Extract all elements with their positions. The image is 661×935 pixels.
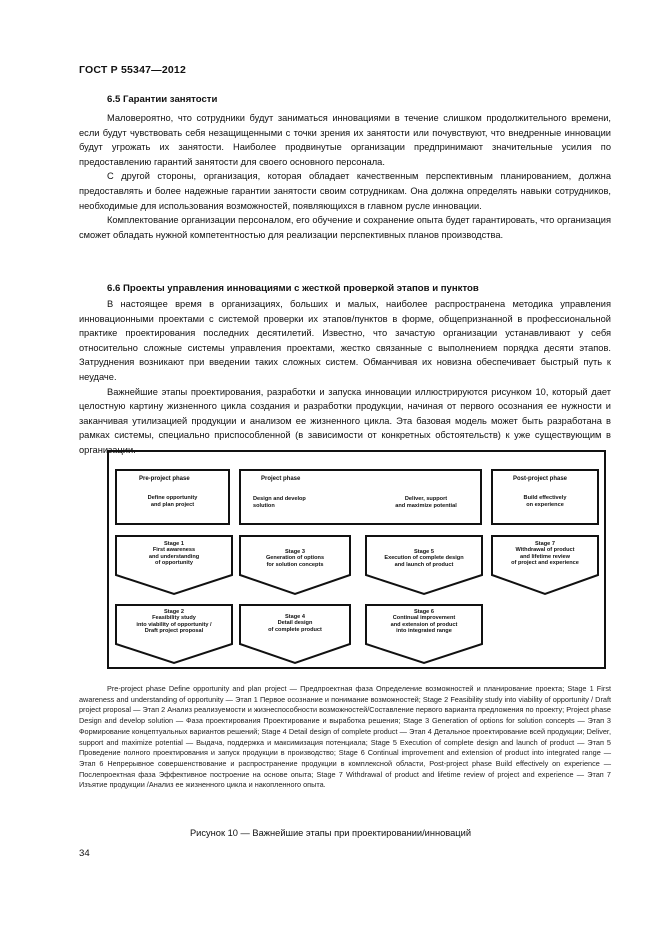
stage-line: First awareness <box>152 547 196 554</box>
stage-title: Stage 3 <box>285 549 305 555</box>
paragraph: Маловероятно, что сотрудники будут заниматься инновациями в течение слишком продолжительного времени, если будут чувствовать себя незащищенными с точки зрения их занятости или почувствуют, что внедренные инновации будут угрожать их занятости. Наиболее продвинутые организации предпринимают значительные усилия по предоставлению гарантий занятости для своего основного персонала. <box>79 113 611 167</box>
stage-line: and launch of product <box>394 561 454 568</box>
stage-title: Stage 5 <box>414 549 434 555</box>
phase-line: Define opportunity <box>147 495 198 501</box>
stage-line: Execution of complete design <box>384 555 464 562</box>
stage-4-shape <box>239 604 351 664</box>
stage-title: Stage 6 <box>414 609 434 615</box>
innovation-stages-diagram <box>107 450 606 669</box>
phase-description <box>493 495 597 508</box>
project-phase-box <box>239 469 482 525</box>
stage-line: Withdrawal of product <box>515 547 575 554</box>
phase-line: and plan project <box>150 501 195 508</box>
section-6-6-body <box>79 297 611 458</box>
paragraph: С другой стороны, организация, которая обладает качественным перспективным планированием, должна предоставлять и более надежные гарантии занятости своим сотрудникам. Она должна определять навыки сотрудников, необходимые для использования возможностей, появляющихся в главном русле инновации. <box>79 171 611 211</box>
stage-title: Stage 2 <box>164 609 184 615</box>
stage-6-label <box>365 609 483 635</box>
stage-title: Stage 4 <box>285 614 305 620</box>
stage-line: Continual improvement <box>392 615 456 622</box>
stage-line: of opportunity <box>155 560 193 567</box>
phase-title: Project phase <box>261 476 301 482</box>
page-number: 34 <box>79 848 90 859</box>
section-6-6-title: 6.6 Проекты управления инновациями с жесткой проверкой этапов и пунктов <box>107 283 479 294</box>
phase-line: and maximize potential <box>395 502 457 509</box>
phase-line: solution <box>253 502 275 509</box>
phase-description-right <box>371 496 481 509</box>
phase-title: Post-project phase <box>513 476 568 482</box>
stage-line: and understanding <box>148 553 200 560</box>
stage-line: into integrated range <box>396 628 452 635</box>
stage-1-label <box>115 541 233 567</box>
document-header: ГОСТ Р 55347—2012 <box>79 64 187 76</box>
section-6-5-title: 6.5 Гарантии занятости <box>107 94 218 105</box>
phase-line: Build effectively <box>523 495 567 501</box>
phase-description-left <box>253 496 306 509</box>
paragraph: Важнейшие этапы проектирования, разработки и запуска инновации иллюстрируются рисунком 10, который дает целостную картину жизненного цикла создания и разработки продукции, начиная от первого осознания ее нужности и заканчивая утилизацией продукции и анализом ее жизненного цикла. Эта базовая модель может быть разработана в рамках системы, специально приспособленной (в зависимости от конкретных обстоятельств) к уже существующим в организации. <box>79 386 611 455</box>
stage-line: into viability of opportunity / <box>136 621 212 628</box>
stage-line: and lifetime review <box>519 553 571 560</box>
phase-title: Pre-project phase <box>139 476 190 482</box>
stage-7-label <box>491 541 599 567</box>
phase-line: Design and develop <box>253 496 306 502</box>
stage-line: Feasibility study <box>152 615 196 622</box>
stage-line: of complete product <box>268 626 322 633</box>
stage-line: for solution concepts <box>266 561 324 568</box>
phase-description <box>117 495 228 508</box>
figure-caption: Рисунок 10 — Важнейшие этапы при проектировании/инноваций <box>189 828 472 838</box>
stage-5-label <box>365 549 483 568</box>
legend-text: Pre-project phase Define opportunity and plan project — Предпроектная фаза Определение возможностей и планирование проекта; Stage 1 First awareness and understanding of opportunity — Этап 1 Первое осознание и понимание возможностей; Stage 2 Feasibility study into viability of opportunity / Draft project proposal — Этап 2 Анализ реализуемости и жизнеспособности возможностей/Составление первого варианта предложения по проекту; Project phase Design and develop solution — Фаза проектирования Проектирование и выработка решения; Stage 3 Generation of options for solution concepts — Этап 3 Формирование концептуальных вариантов решений; Stage 4 Detail design of complete product — Этап 4 Детальное проектирование всей продукции; Deliver, support and maximize potential — Выдача, поддержка и максимизация потенциала; Stage 5 Execution of complete design and launch of product — Этап 5 Проведение полного проектирования и запуск продукции в производство; Stage 6 Continual improvement and extension of product into integrated range — Этап 6 Непрерывное совершенствование и распространение продукции в комплексной области, Post-project phase Build effectively on experience — Послепроектная фаза Эффективное построение на основе опыта; Stage 7 Withdrawal of product and lifetime review of project and experience — Этап 7 Изъятие продукции /Анализ ее жизненного цикла и накопленного опыта. <box>79 684 611 790</box>
stage-line: of project and experience <box>511 560 579 567</box>
stage-line: and extension of product <box>390 621 458 628</box>
paragraph: Комплектование организации персоналом, его обучение и сохранение опыта будет гарантировать, что организация сможет обладать нужной компетентностью для реализации перспективных планов производства. <box>79 215 611 240</box>
stage-title: Stage 1 <box>164 541 184 547</box>
figure-legend <box>79 684 611 791</box>
phase-line: on experience <box>526 501 564 508</box>
stage-line: Detail design <box>277 620 313 627</box>
stage-title: Stage 7 <box>535 541 555 547</box>
stage-line: Draft project proposal <box>144 628 204 635</box>
section-6-5-body <box>79 111 611 242</box>
paragraph: В настоящее время в организациях, больших и малых, наиболее распространена методика управления инновационными проектами с системой проверки их этапов/пунктов в форме, общепризнанной в профессиональной практике проектирования последних десятилетий. Известно, что зачастую организации устанавливают у себя относительно сложные системы управления проектами, жестко связанные с выполнением порядка десяти этапов. Затруднения возникают при введении таких сложных систем. Обманчивая их новизна обеспечивает быстрый путь к неудаче. <box>79 299 611 382</box>
stage-2-label <box>115 609 233 635</box>
stage-4-label <box>239 614 351 633</box>
phase-line: Deliver, support <box>404 496 448 502</box>
stage-3-label <box>239 549 351 568</box>
pre-project-phase-box <box>115 469 230 525</box>
post-project-phase-box <box>491 469 599 525</box>
stage-line: Generation of options <box>265 555 325 562</box>
